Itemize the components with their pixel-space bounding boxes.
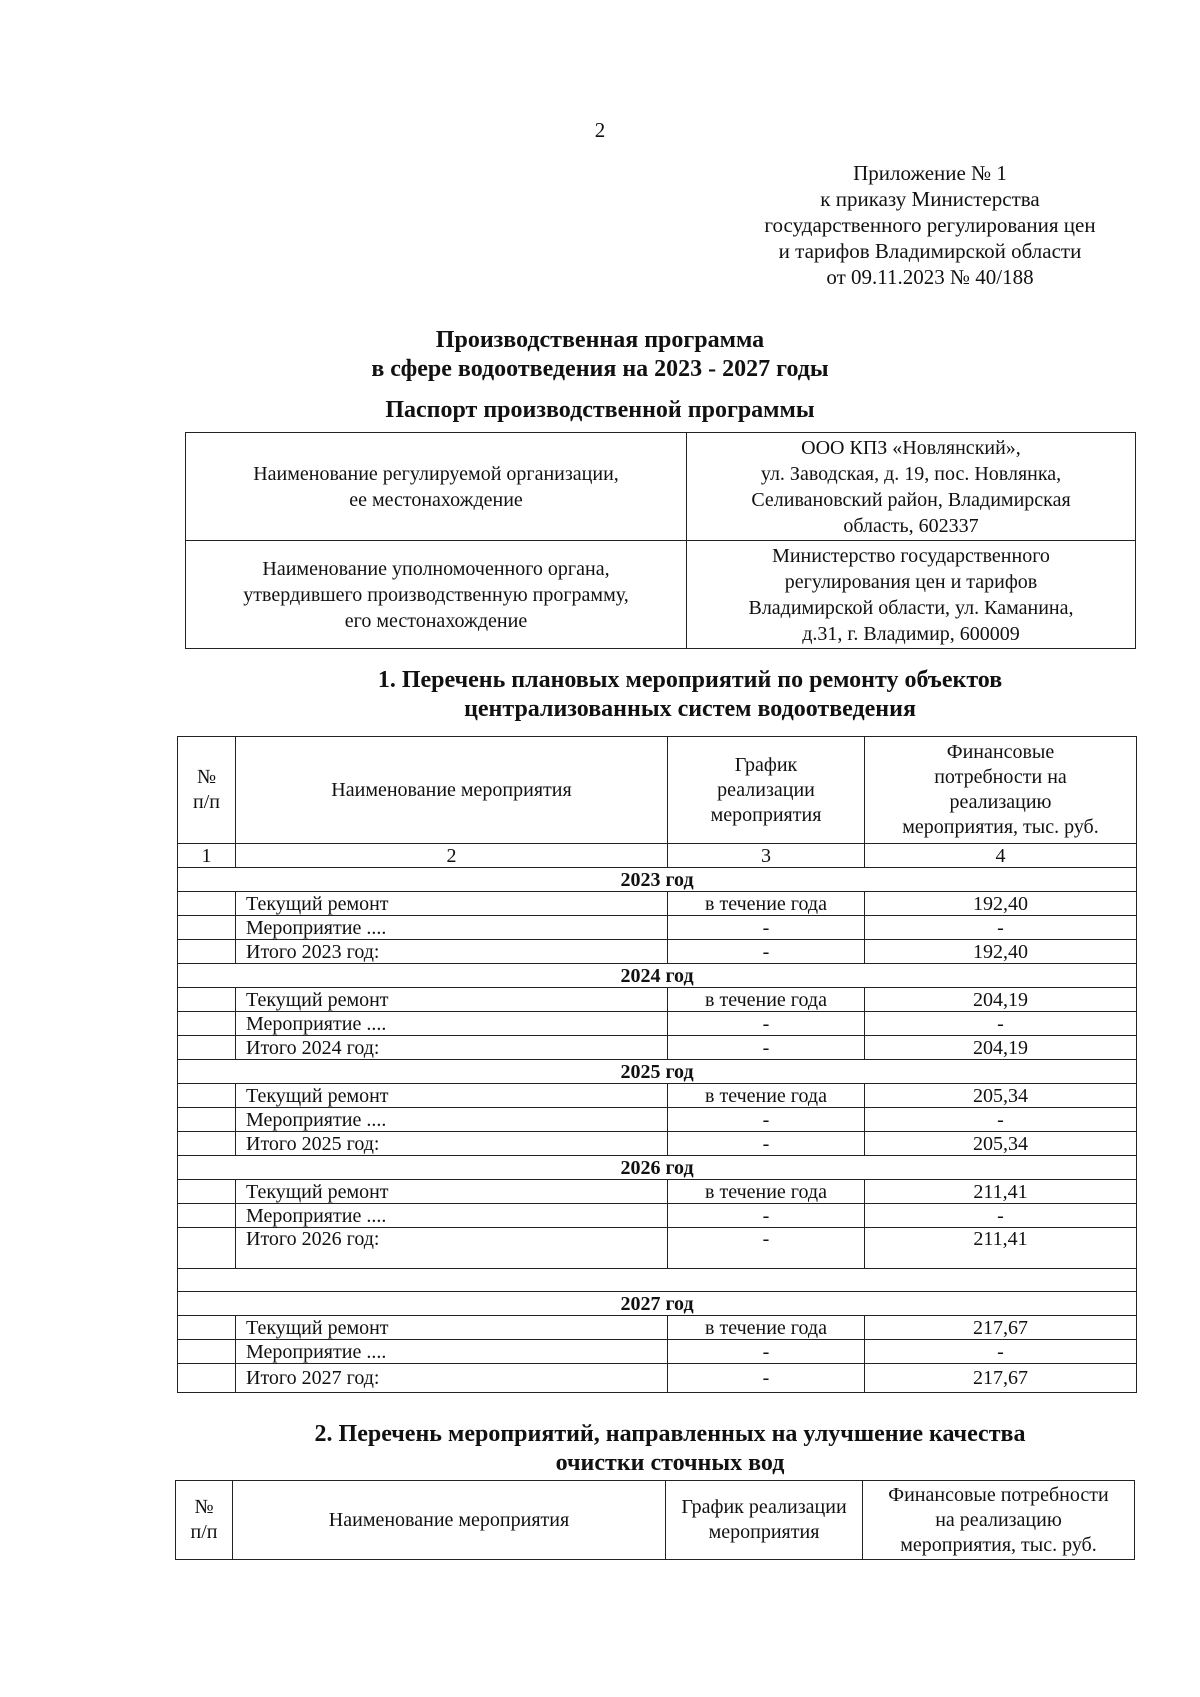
section-1-title: [90, 666, 1200, 724]
header-line: на реализацию: [935, 1508, 1062, 1531]
measure-name: Мероприятие ....: [236, 1204, 668, 1228]
measure-schedule: -: [668, 1108, 865, 1132]
row-num: [178, 1204, 236, 1228]
measure-schedule: в течение года: [668, 1084, 865, 1108]
header-line: мероприятия: [710, 803, 822, 826]
measure-name: Текущий ремонт: [236, 988, 668, 1012]
header-line: реализацию: [949, 791, 1052, 813]
passport-label-cell: [186, 541, 687, 649]
header-name: [236, 737, 668, 844]
passport-value-line: Министерство государственного: [772, 544, 1050, 567]
year-label: 2027 год: [178, 1292, 1137, 1316]
measure-amount: 204,19: [865, 1036, 1137, 1060]
measure-name: Мероприятие ....: [236, 1108, 668, 1132]
table-row: [178, 1108, 1137, 1132]
approval-line: к приказу Министерства: [820, 187, 1040, 211]
measure-amount: 211,41: [865, 1228, 1137, 1269]
row-num: [178, 1012, 236, 1036]
measure-schedule: -: [668, 1340, 865, 1364]
passport-value-cell: [687, 541, 1136, 649]
header-line: мероприятия, тыс. руб.: [900, 1533, 1097, 1556]
measure-schedule: в течение года: [668, 892, 865, 916]
passport-value-line: ул. Заводская, д. 19, пос. Новлянка,: [760, 462, 1062, 485]
header-num: [178, 737, 236, 844]
column-number: 3: [668, 844, 865, 868]
measure-amount: 192,40: [865, 940, 1137, 964]
measure-schedule: в течение года: [668, 1180, 865, 1204]
header-line: Наименование мероприятия: [328, 1508, 570, 1531]
passport-value-line: область, 602337: [843, 514, 979, 537]
column-number: 1: [178, 844, 236, 868]
measure-schedule: -: [668, 1204, 865, 1228]
table-row: [178, 1204, 1137, 1228]
measure-schedule: -: [668, 1364, 865, 1393]
passport-title: Паспорт производственной программы: [385, 397, 815, 423]
header-num: [176, 1481, 233, 1560]
measure-schedule: -: [668, 940, 865, 964]
passport-label-line: Наименование регулируемой организации,: [253, 462, 619, 485]
column-number-row: [178, 844, 1137, 868]
measure-name: Мероприятие ....: [236, 1340, 668, 1364]
year-label: 2025 год: [178, 1060, 1137, 1084]
measure-amount: -: [865, 1012, 1137, 1036]
measure-amount: 205,34: [865, 1132, 1137, 1156]
header-line: потребности на: [934, 766, 1067, 788]
row-num: [178, 916, 236, 940]
column-number: 2: [236, 844, 668, 868]
quality-measures-table: [175, 1480, 1135, 1560]
measure-schedule: в течение года: [668, 988, 865, 1012]
measure-amount: -: [865, 1340, 1137, 1364]
header-line: мероприятия: [708, 1521, 820, 1543]
table-row: [178, 1036, 1137, 1060]
passport-row: [186, 541, 1136, 649]
row-num: [178, 1084, 236, 1108]
section-title-line: очистки сточных вод: [555, 1450, 785, 1476]
measure-name: Текущий ремонт: [236, 1084, 668, 1108]
passport-value-line: д.31, г. Владимир, 600009: [802, 622, 1020, 645]
measure-amount: -: [865, 916, 1137, 940]
measure-name: Текущий ремонт: [236, 892, 668, 916]
table-row: [178, 1364, 1137, 1393]
measure-amount: 217,67: [865, 1316, 1137, 1340]
header-line: мероприятия, тыс. руб.: [902, 816, 1099, 838]
passport-label-line: ее местонахождение: [349, 488, 523, 511]
year-label: 2024 год: [178, 964, 1137, 988]
title-line: в сфере водоотведения на 2023 - 2027 годы: [371, 356, 829, 382]
measure-schedule: -: [668, 1132, 865, 1156]
header-finance: [865, 737, 1137, 844]
passport-label-cell: [186, 433, 687, 541]
row-num: [178, 1108, 236, 1132]
header-line: №: [194, 1496, 214, 1518]
header-line: Финансовые потребности: [888, 1483, 1109, 1506]
approval-line: Приложение № 1: [853, 161, 1007, 185]
row-num: [178, 1316, 236, 1340]
passport-table: [185, 432, 1136, 649]
table-row: [178, 1316, 1137, 1340]
year-label: 2023 год: [178, 868, 1137, 892]
page-number: 2: [594, 118, 606, 142]
measure-name: Итого 2025 год:: [236, 1132, 668, 1156]
approval-stamp: [700, 160, 1160, 290]
year-header-row: [178, 1156, 1137, 1180]
header-line: №: [196, 766, 217, 788]
header-schedule: [666, 1481, 863, 1560]
passport-label-line: его местонахождение: [344, 609, 528, 632]
header-line: Финансовые: [946, 741, 1055, 763]
section-title-line: централизованных систем водоотведения: [464, 696, 916, 722]
measure-schedule: -: [668, 1228, 865, 1269]
measure-amount: 204,19: [865, 988, 1137, 1012]
spacer-row: [178, 1269, 1137, 1292]
table-row: [178, 940, 1137, 964]
row-num: [178, 1364, 236, 1393]
table-row: [178, 1228, 1137, 1269]
column-number: 4: [865, 844, 1137, 868]
table-row: [178, 1132, 1137, 1156]
spacer-cell: [178, 1269, 1137, 1292]
measure-name: Мероприятие ....: [236, 1012, 668, 1036]
measure-name: Итого 2023 год:: [236, 940, 668, 964]
measure-name: Мероприятие ....: [236, 916, 668, 940]
header-row: [178, 737, 1137, 844]
measure-amount: -: [865, 1108, 1137, 1132]
section-2-title: [70, 1420, 1200, 1478]
header-line: График: [734, 753, 798, 776]
table-row: [178, 892, 1137, 916]
table-row: [178, 1180, 1137, 1204]
row-num: [178, 1228, 236, 1269]
row-num: [178, 1340, 236, 1364]
year-header-row: [178, 868, 1137, 892]
measure-name: Итого 2027 год:: [236, 1364, 668, 1393]
measure-amount: 192,40: [865, 892, 1137, 916]
header-line: п/п: [193, 791, 220, 813]
header-line: реализации: [717, 778, 815, 801]
approval-line: от 09.11.2023 № 40/188: [826, 265, 1034, 289]
header-line: Наименование мероприятия: [331, 778, 572, 801]
passport-value-line: ООО КПЗ «Новлянский»,: [801, 436, 1021, 459]
measure-amount: 217,67: [865, 1364, 1137, 1393]
measure-schedule: -: [668, 916, 865, 940]
measure-schedule: -: [668, 1036, 865, 1060]
header-name: [233, 1481, 666, 1560]
table-row: [178, 916, 1137, 940]
approval-line: государственного регулирования цен: [764, 213, 1096, 237]
year-header-row: [178, 964, 1137, 988]
row-num: [178, 1036, 236, 1060]
table-row: [178, 988, 1137, 1012]
measure-name: Итого 2026 год:: [236, 1228, 668, 1269]
section-title-line: 1. Перечень плановых мероприятий по ремонту объектов: [377, 667, 1003, 693]
measure-amount: 211,41: [865, 1180, 1137, 1204]
measure-amount: -: [865, 1204, 1137, 1228]
measure-name: Текущий ремонт: [236, 1180, 668, 1204]
header-finance: [863, 1481, 1135, 1560]
year-header-row: [178, 1292, 1137, 1316]
row-num: [178, 892, 236, 916]
measure-schedule: -: [668, 1012, 865, 1036]
measure-amount: 205,34: [865, 1084, 1137, 1108]
section-title-line: 2. Перечень мероприятий, направленных на улучшение качества: [314, 1421, 1026, 1447]
passport-value-cell: [687, 433, 1136, 541]
row-num: [178, 1132, 236, 1156]
measure-name: Итого 2024 год:: [236, 1036, 668, 1060]
passport-value-line: Владимирской области, ул. Каманина,: [748, 596, 1074, 619]
header-row: [176, 1481, 1135, 1560]
table-row: [178, 1012, 1137, 1036]
repair-measures-table: [177, 736, 1137, 1393]
row-num: [178, 1180, 236, 1204]
passport-value-line: Селивановский район, Владимирская: [751, 488, 1071, 511]
row-num: [178, 988, 236, 1012]
header-line: График реализации: [681, 1496, 847, 1518]
passport-value-line: регулирования цен и тарифов: [784, 570, 1038, 593]
year-label: 2026 год: [178, 1156, 1137, 1180]
measure-schedule: в течение года: [668, 1316, 865, 1340]
header-line: п/п: [190, 1521, 218, 1543]
table-row: [178, 1340, 1137, 1364]
year-header-row: [178, 1060, 1137, 1084]
document-title: [0, 326, 1200, 384]
measure-name: Текущий ремонт: [236, 1316, 668, 1340]
header-schedule: [668, 737, 865, 844]
approval-line: и тарифов Владимирской области: [778, 239, 1082, 263]
title-line: Производственная программа: [435, 327, 765, 353]
row-num: [178, 940, 236, 964]
passport-label-line: утвердившего производственную программу,: [243, 583, 629, 606]
passport-label-line: Наименование уполномоченного органа,: [262, 557, 610, 580]
passport-row: [186, 433, 1136, 541]
table-row: [178, 1084, 1137, 1108]
